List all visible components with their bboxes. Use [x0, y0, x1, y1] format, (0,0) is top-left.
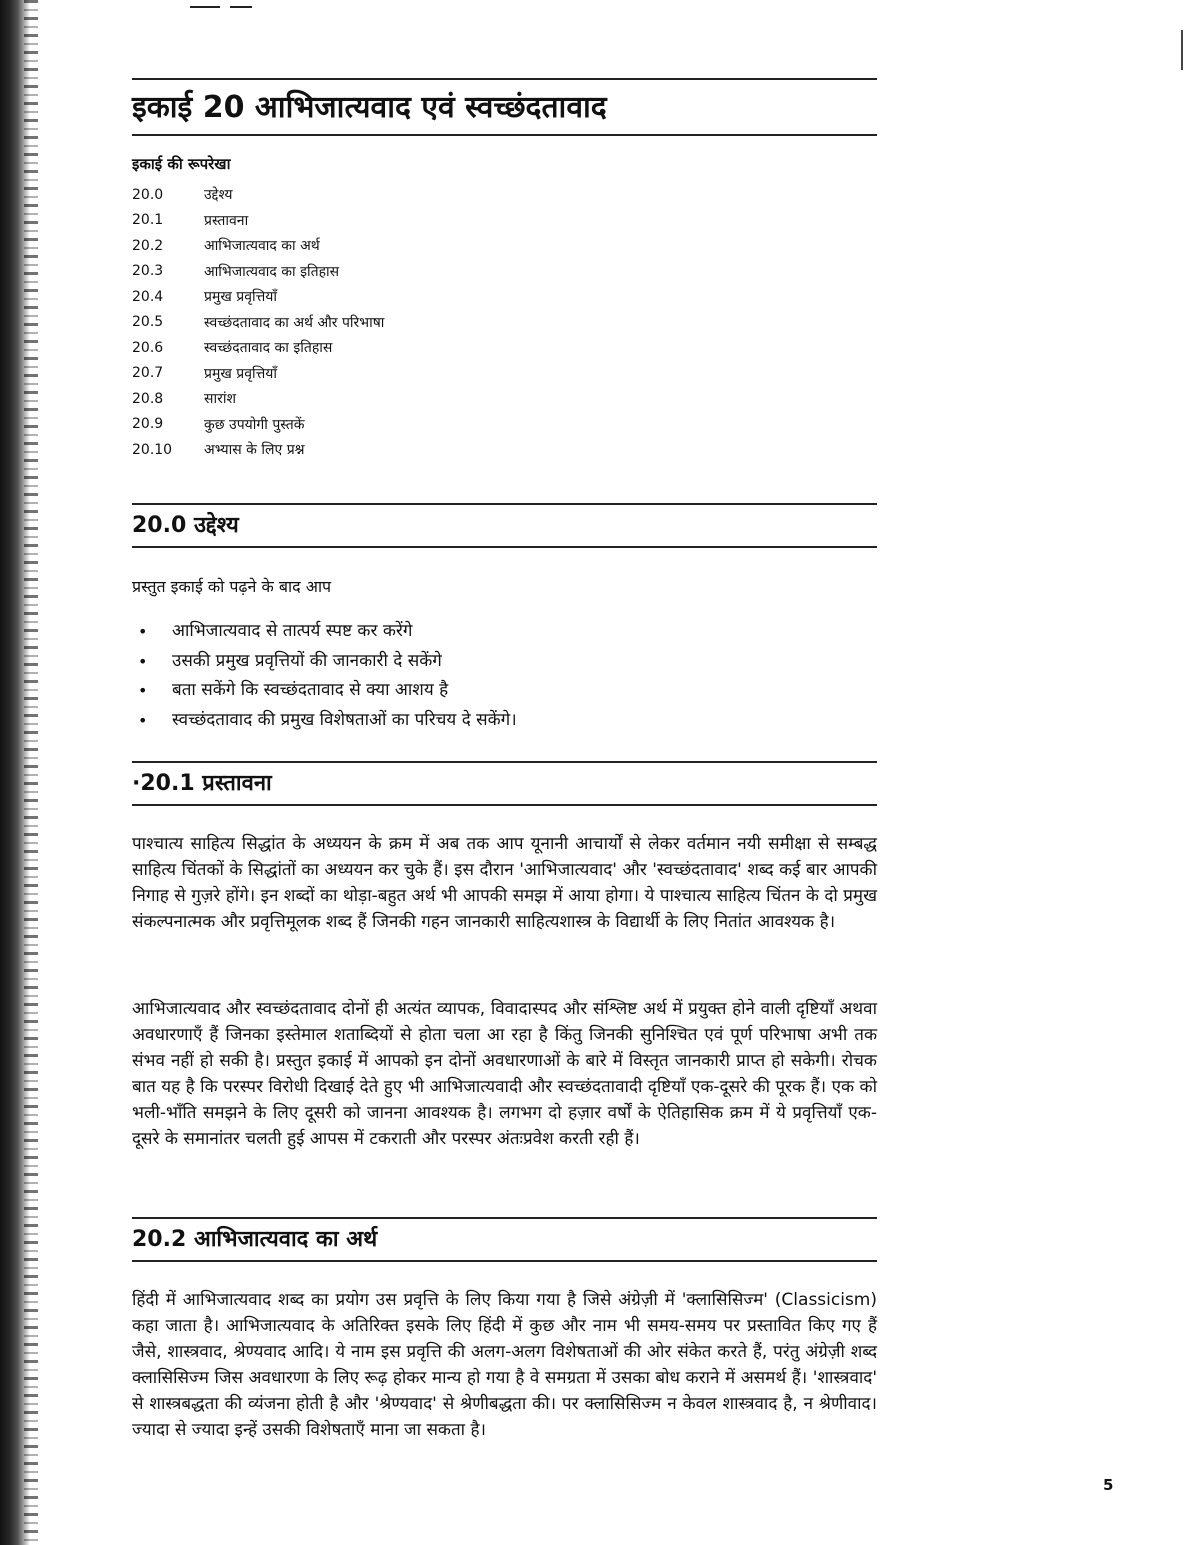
- outline-item-label: अभ्यास के लिए प्रश्न: [204, 442, 305, 459]
- bullet-icon: •: [138, 651, 148, 671]
- scan-mark: [230, 6, 252, 8]
- list-item: [132, 647, 877, 677]
- objective-text: स्वच्छंदतावाद की प्रमुख विशेषताओं का परिचय दे सकेंगे।: [172, 709, 517, 730]
- outline-item-number: 20.3: [132, 263, 164, 280]
- scan-mark: [1181, 30, 1186, 70]
- outline-item: [132, 335, 632, 361]
- outline-item-label: आभिजात्यवाद का अर्थ: [204, 238, 320, 255]
- outline-item-number: 20.8: [132, 390, 164, 407]
- list-item: [132, 676, 877, 706]
- unit-outline: [132, 182, 632, 463]
- outline-item-label: उद्देश्य: [204, 187, 233, 204]
- outline-item-number: 20.2: [132, 237, 164, 254]
- outline-item-number: 20.10: [132, 441, 173, 458]
- intro-paragraph: आभिजात्यवाद और स्वच्छंदतावाद दोनों ही अत्यंत व्यापक, विवादास्पद और संश्लिष्ट अर्थ में प्रयुक्त होने वाली दृष्टियाँ अथवा अवधारणाएँ हैं जिनका इस्तेमाल शताब्दियों से होता चला आ रहा है किंतु जिनकी सुनिश्चित एवं पूर्ण परिभाषा अभी तक संभव नहीं हो सकी है। प्रस्तुत इकाई में आपको इन दोनों अवधारणाओं के बारे में विस्तृत जानकारी प्राप्त हो सकेगी। रोचक बात यह है कि परस्पर विरोधी दिखाई देते हुए भी आभिजात्यवादी और स्वच्छंदतावादी दृष्टियाँ एक-दूसरे की पूरक हैं। एक को भली-भाँति समझने के लिए दूसरी को जानना आवश्यक है। लगभग दो हज़ार वर्षों के ऐतिहासिक क्रम में ये प्रवृत्तियाँ एक-दूसरे के समानांतर चलती हुई आपस में टकराती और परस्पर अंतःप्रवेश करती रही हैं।: [132, 999, 877, 1149]
- outline-heading: इकाई की रूपरेखा: [132, 155, 231, 173]
- scan-mark: [190, 6, 220, 8]
- unit-title: इकाई 20 आभिजात्यवाद एवं स्वच्छंदतावाद: [132, 78, 877, 136]
- outline-item-number: 20.9: [132, 416, 164, 433]
- meaning-paragraph: हिंदी में आभिजात्यवाद शब्द का प्रयोग उस प्रवृत्ति के लिए किया गया है जिसे अंग्रेज़ी में 'क्लासिसिज्म' (Classicism) कहा जाता है। आभिजात्यवाद के अतिरिक्त इसके लिए हिंदी में कुछ और नाम भी समय-समय पर प्रस्तावित किए गए हैं जैसे, शास्त्रवाद, श्रेण्यवाद आदि। ये नाम इस प्रवृत्ति की अलग-अलग विशेषताओं की ओर संकेत करते हैं, परंतु अंग्रेज़ी शब्द क्लासिसिज्म जिस अवधारणा के लिए रूढ़ होकर मान्य हो गया है वे समग्रता में उसका बोध कराने में असमर्थ हैं। 'शास्त्रवाद' से शास्त्रबद्धता की व्यंजना होती है और 'श्रेण्यवाद' से श्रेणीबद्धता की। पर क्लासिसिज्म न केवल शास्त्रवाद है, न श्रेणीवाद। ज्यादा से ज्यादा इन्हें उसकी विशेषताएँ माना जा सकता है।: [132, 1290, 877, 1440]
- outline-item-label: प्रमुख प्रवृत्तियाँ: [204, 289, 278, 306]
- intro-paragraph: पाश्चात्य साहित्य सिद्धांत के अध्ययन के क्रम में अब तक आप यूनानी आचार्यों से लेकर वर्तमान नयी समीक्षा से सम्बद्ध साहित्य चिंतकों के सिद्धांतों का अध्ययन कर चुके हैं। इस दौरान 'आभिजात्यवाद' और 'स्वच्छंदतावाद' शब्द कई बार आपकी निगाह से गुज़रे होंगे। इन शब्दों का थोड़ा-बहुत अर्थ भी आपकी समझ में आया होगा। ये पाश्चात्य साहित्य चिंतन के दो प्रमुख संकल्पनात्मक और प्रवृत्तिमूलक शब्द हैं जिनकी गहन जानकारी साहित्यशास्त्र के विद्यार्थी के लिए नितांत आवश्यक है।: [132, 834, 877, 932]
- bullet-icon: •: [138, 622, 148, 641]
- outline-item: [132, 208, 632, 234]
- outline-item-label: सारांश: [204, 391, 236, 408]
- objective-text: बता सकेंगे कि स्वच्छंदतावाद से क्या आशय है: [172, 680, 449, 700]
- bullet-icon: •: [138, 681, 148, 700]
- page-number: 5: [1103, 1476, 1114, 1494]
- outline-item-label: प्रमुख प्रवृत्तियाँ: [204, 365, 278, 382]
- outline-item-label: प्रस्तावना: [204, 212, 249, 229]
- outline-item-number: 20.6: [132, 339, 164, 356]
- outline-item: [132, 259, 632, 285]
- outline-item: [132, 233, 632, 259]
- section-heading-objectives: 20.0 उद्देश्य: [132, 503, 877, 548]
- outline-item-label: कुछ उपयोगी पुस्तकें: [204, 416, 305, 433]
- outline-item: [132, 437, 632, 463]
- outline-item: [132, 284, 632, 310]
- outline-item-number: 20.4: [132, 288, 164, 305]
- outline-item-number: 20.5: [132, 314, 164, 331]
- outline-item-label: आभिजात्यवाद का इतिहास: [204, 263, 340, 280]
- objective-text: आभिजात्यवाद से तात्पर्य स्पष्ट कर करेंगे: [172, 621, 413, 641]
- list-item: [132, 706, 877, 736]
- outline-item: [132, 412, 632, 438]
- list-item: [132, 617, 877, 647]
- outline-item-number: 20.1: [132, 212, 164, 229]
- outline-item-label: स्वच्छंदतावाद का इतिहास: [204, 340, 333, 357]
- objectives-list: [132, 617, 877, 735]
- bullet-icon: •: [138, 710, 148, 730]
- outline-item: [132, 386, 632, 412]
- objectives-intro: प्रस्तुत इकाई को पढ़ने के बाद आप: [132, 577, 332, 596]
- outline-item-number: 20.7: [132, 365, 164, 382]
- section-heading-introduction: ·20.1 प्रस्तावना: [132, 761, 877, 806]
- section-heading-meaning: 20.2 आभिजात्यवाद का अर्थ: [132, 1217, 877, 1262]
- outline-item: [132, 182, 632, 208]
- scan-binding-shadow: [0, 0, 30, 1545]
- objective-text: उसकी प्रमुख प्रवृत्तियों की जानकारी दे सकेंगे: [172, 650, 442, 671]
- outline-item: [132, 361, 632, 387]
- outline-item-number: 20.0: [132, 186, 164, 203]
- outline-item-label: स्वच्छंदतावाद का अर्थ और परिभाषा: [204, 314, 385, 331]
- outline-item: [132, 310, 632, 336]
